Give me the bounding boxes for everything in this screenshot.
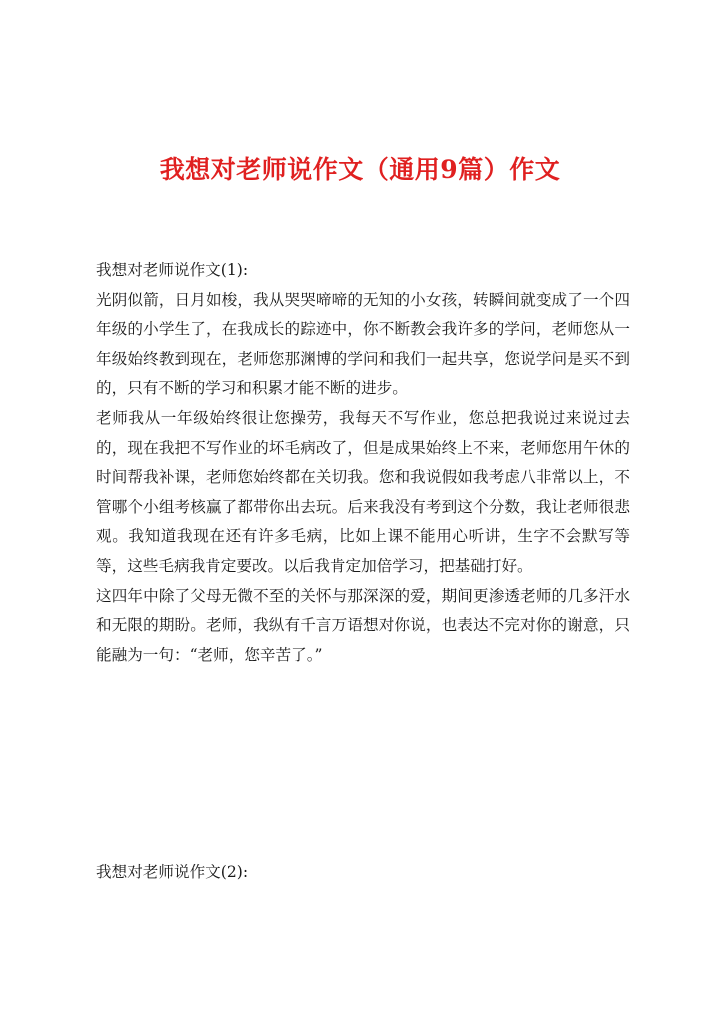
paragraph: 光阴似箭，日月如梭，我从哭哭啼啼的无知的小女孩，转瞬间就变成了一个四年级的小学生了，在我成长的踪迹中，你不断教会我许多的学问，老师您从一年级始终教到现在，老师您那渊博的学问和我们一起共享，您说学问是买不到的，只有不断的学习和积累才能不断的进步。 — [96, 290, 630, 398]
essay-section-1 — [96, 256, 630, 670]
section-heading: 我想对老师说作文(2): — [96, 863, 249, 881]
document-title: 我想对老师说作文（通用9篇）作文 — [159, 155, 561, 184]
paragraph: 这四年中除了父母无微不至的关怀与那深深的爱，期间更渗透老师的几多汗水和无限的期盼。老师，我纵有千言万语想对你说，也表达不完对你的谢意，只能融为一句：“老师，您辛苦了。” — [96, 586, 630, 664]
section-heading: 我想对老师说作文(1): — [96, 261, 249, 279]
essay-section-2 — [96, 858, 630, 888]
paragraph: 老师我从一年级始终很让您操劳，我每天不写作业，您总把我说过来说过去的，现在我把不写作业的坏毛病改了，但是成果始终上不来，老师您用午休的时间帮我补课，老师您始终都在关切我。您和我说假如我考虑八非常以上，不管哪个小组考核赢了都带你出去玩。后来我没有考到这个分数，我让老师很悲观。我知道我现在还有许多毛病，比如上课不能用心听讲，生字不会默写等等，这些毛病我肯定要改。以后我肯定加倍学习，把基础打好。 — [96, 408, 630, 575]
